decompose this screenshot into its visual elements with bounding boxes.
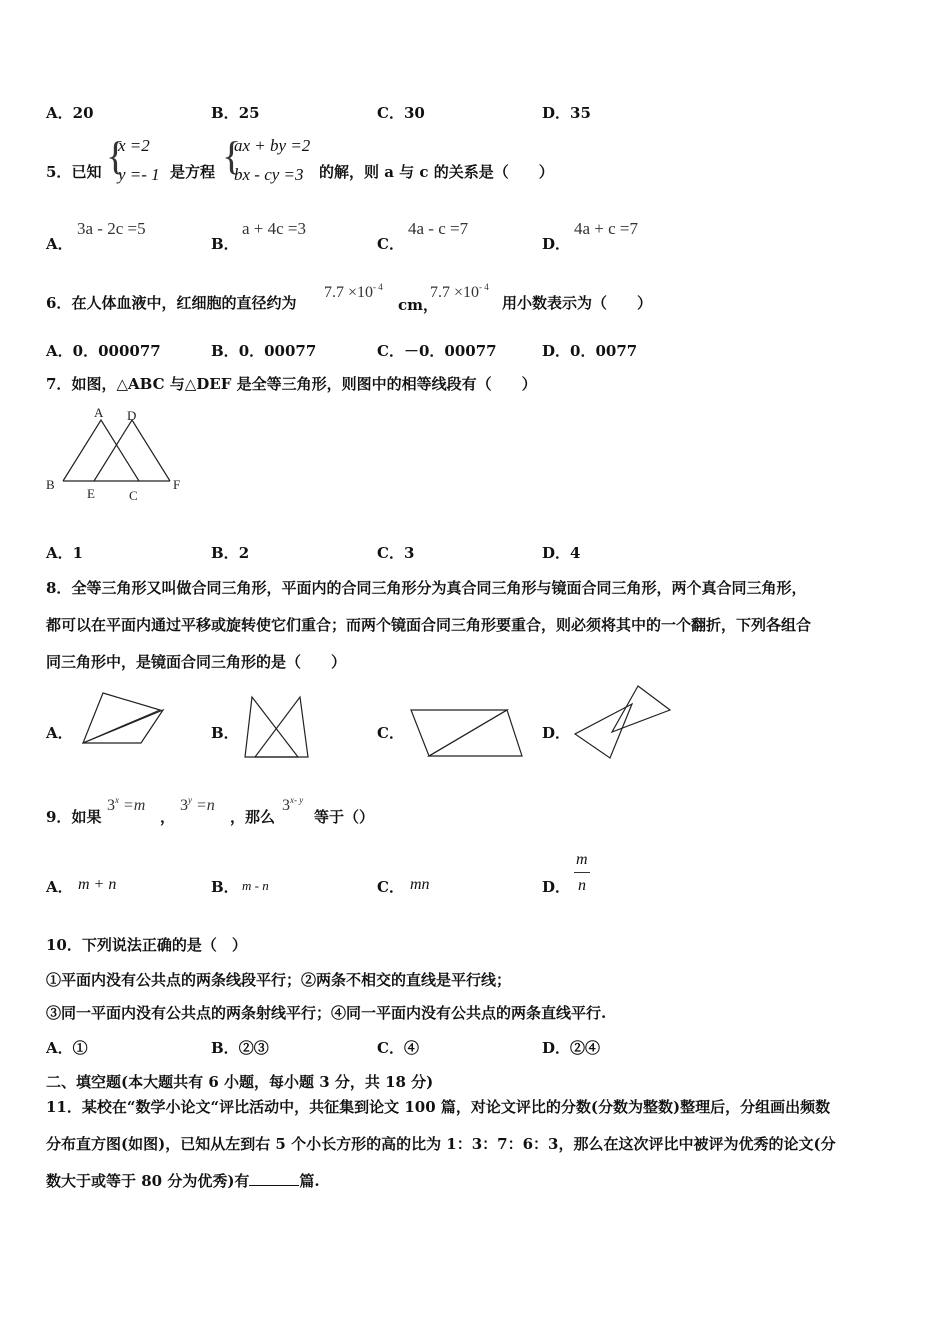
q8-figure-d-triangle-1 — [612, 686, 670, 732]
q5-stem-post: 的解，则 a 与 c 的关系是（ ） — [319, 163, 554, 181]
q7-label-e: E — [87, 486, 95, 501]
q8-option-a-label: A． — [46, 724, 73, 742]
q5-sys1-line1: x =2 — [118, 136, 150, 155]
q10-option-c: C．④ — [377, 1039, 419, 1057]
q11-answer-blank[interactable] — [249, 1185, 299, 1186]
q9-eq-3: 3$^{x- y}$ — [282, 795, 304, 814]
q5-option-c-label: C． — [377, 235, 404, 253]
q7-option-a: A．1 — [46, 544, 84, 562]
q8-figure-a-triangle-1 — [83, 693, 160, 743]
q9-stem-post: 等于（） — [314, 808, 375, 826]
q8-figure-b-triangle-2 — [255, 697, 308, 757]
q5-option-a-label: A． — [46, 235, 73, 253]
q8-figure-c — [407, 706, 527, 761]
q9-option-d-numerator: m — [576, 851, 588, 868]
q7-option-d: D．4 — [542, 544, 581, 562]
q8-figure-b — [240, 692, 315, 762]
q8-option-d-label: D． — [542, 724, 571, 742]
q9-option-d-fraction-bar — [574, 872, 590, 873]
q7-label-b: B — [46, 477, 55, 492]
q4-option-d: D．35 — [542, 104, 591, 122]
q7-label-a: A — [94, 405, 104, 420]
q5-option-d-value: 4a + c =7 — [574, 219, 639, 238]
q9-option-b-label: B． — [211, 878, 239, 896]
q7-triangle-def — [94, 420, 170, 481]
q9-stem-mid: ，那么 — [230, 808, 276, 826]
q6-option-c: C．－0．00077 — [377, 342, 497, 360]
q11-line-3: 数大于或等于 80 分为优秀)有 篇. — [46, 1172, 320, 1190]
q6-option-a: A．0．000077 — [46, 342, 161, 360]
q8-line-1: 8．全等三角形又叫做合同三角形，平面内的合同三角形分为真合同三角形与镜面合同三角形，两个真合同三角形， — [46, 579, 807, 597]
q9-option-c-value: mn — [410, 876, 430, 893]
q7-label-f: F — [173, 477, 181, 492]
q4-option-a: A．20 — [46, 104, 94, 122]
q10-statement-line-2: ③同一平面内没有公共点的两条射线平行；④同一平面内没有公共点的两条直线平行. — [46, 1004, 607, 1022]
q9-option-d-denominator: n — [578, 877, 586, 894]
q8-line-3: 同三角形中，是镜面合同三角形的是（ ） — [46, 653, 347, 671]
q5-brace-2: { — [222, 133, 242, 178]
q6-unit: cm， — [398, 296, 439, 314]
q7-stem: 7．如图，△ABC 与△DEF 是全等三角形，则图中的相等线段有（ ） — [46, 375, 537, 393]
q8-figure-a — [78, 688, 168, 748]
q9-option-c-label: C． — [377, 878, 404, 896]
q9-option-b-value: m - n — [242, 878, 269, 893]
q7-label-d: D — [127, 408, 137, 423]
q10-option-b: B．②③ — [211, 1039, 269, 1057]
q6-stem-1: 6．在人体血液中，红细胞的直径约为 — [46, 294, 297, 312]
q7-label-c: C — [129, 488, 138, 503]
q5-brace-1: { — [106, 133, 126, 178]
q5-option-b-label: B． — [211, 235, 239, 253]
q5-option-a-value: 3a - 2c =5 — [77, 219, 146, 238]
q6-option-b: B．0．00077 — [211, 342, 317, 360]
q10-stem: 10．下列说法正确的是（ ） — [46, 936, 247, 954]
q5-sys2-line2: bx - cy =3 — [234, 165, 304, 184]
q11-line-2: 分布直方图(如图)，已知从左到右 5 个小长方形的高的比为 1：3：7：6：3，那么在这次评比中被评为优秀的论文(分 — [46, 1135, 836, 1153]
q7-triangle-abc — [63, 420, 139, 481]
q7-triangle-figure — [40, 400, 200, 510]
q9-option-d-label: D． — [542, 878, 571, 896]
q9-stem-pre: 9．如果 — [46, 808, 102, 826]
q10-option-d: D．②④ — [542, 1039, 601, 1057]
q7-option-b: B．2 — [211, 544, 250, 562]
q5-stem-pre: 5．已知 — [46, 163, 102, 181]
q8-option-b-label: B． — [211, 724, 239, 742]
q5-sys2-line1: ax + by =2 — [234, 136, 311, 155]
q6-sci-1: $7.7 \times 10^{- 4}$ — [324, 282, 383, 301]
q10-option-a: A．① — [46, 1039, 88, 1057]
q9-option-a-label: A． — [46, 878, 73, 896]
q6-stem-2: 用小数表示为（ ） — [502, 294, 653, 312]
q5-sys1-line2: y =- 1 — [118, 165, 160, 184]
q9-eq-1: $3^x =m$ — [107, 795, 146, 814]
q5-option-d-label: D． — [542, 235, 571, 253]
q5-stem-mid: 是方程 — [170, 163, 216, 181]
q9-sep: ， — [160, 808, 176, 826]
q10-statement-line-1: ①平面内没有公共点的两条线段平行；②两条不相交的直线是平行线； — [46, 971, 512, 989]
q8-figure-c-triangle-2 — [429, 710, 522, 756]
q8-figure-b-triangle-1 — [245, 697, 298, 757]
q8-figure-d — [570, 682, 675, 762]
q9-option-a-value: m + n — [78, 876, 117, 893]
q6-option-d: D．0．0077 — [542, 342, 638, 360]
q5-option-c-value: 4a - c =7 — [408, 219, 469, 238]
q7-option-c: C．3 — [377, 544, 415, 562]
q8-option-c-label: C． — [377, 724, 404, 742]
q4-option-b: B．25 — [211, 104, 260, 122]
q5-option-b-value: a + 4c =3 — [242, 219, 307, 238]
q9-eq-2: $3^y =n$ — [180, 795, 215, 814]
q8-figure-c-triangle-1 — [411, 710, 507, 756]
section-2-title: 二、填空题(本大题共有 6 小题，每小题 3 分，共 18 分) — [46, 1073, 434, 1091]
q4-option-c: C．30 — [377, 104, 425, 122]
q6-sci-2: $7.7 \times 10^{- 4}$ — [430, 282, 489, 301]
q8-figure-a-triangle-2 — [83, 710, 163, 743]
q8-line-2: 都可以在平面内通过平移或旋转使它们重合；而两个镜面合同三角形要重合，则必须将其中的一个翻折，下列各组合 — [46, 616, 812, 634]
q11-line-1: 11．某校在“数学小论文“评比活动中，共征集到论文 100 篇，对论文评比的分数(分数为整数)整理后，分组画出频数 — [46, 1098, 831, 1116]
